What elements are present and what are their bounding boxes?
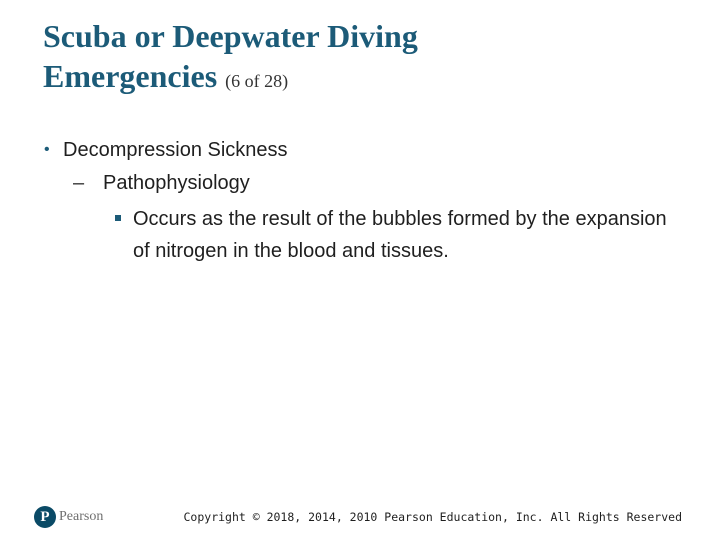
- title-slide-counter: (6 of 28): [225, 71, 289, 91]
- copyright-notice: Copyright © 2018, 2014, 2010 Pearson Education, Inc. All Rights Reserved: [183, 510, 682, 524]
- pearson-logo: [34, 505, 103, 529]
- pearson-logo-icon: P: [34, 506, 56, 528]
- bullet-dot-icon: •: [44, 141, 50, 158]
- bullet-dash-icon: –: [73, 172, 85, 194]
- title-line-2: Emergencies: [43, 58, 218, 94]
- bullet-level-1-text: Decompression Sickness: [63, 139, 288, 161]
- title-line-1: Scuba or Deepwater Diving: [43, 18, 418, 54]
- bullet-level-2-text: Pathophysiology: [103, 172, 250, 194]
- bullet-level-3-text: Occurs as the result of the bubbles formed by the expansion of nitrogen in the blood and tissues.: [133, 208, 667, 262]
- bullet-square-icon: [115, 215, 121, 221]
- bullet-level-3: [115, 203, 675, 267]
- pearson-logo-wordmark: Pearson: [59, 509, 104, 524]
